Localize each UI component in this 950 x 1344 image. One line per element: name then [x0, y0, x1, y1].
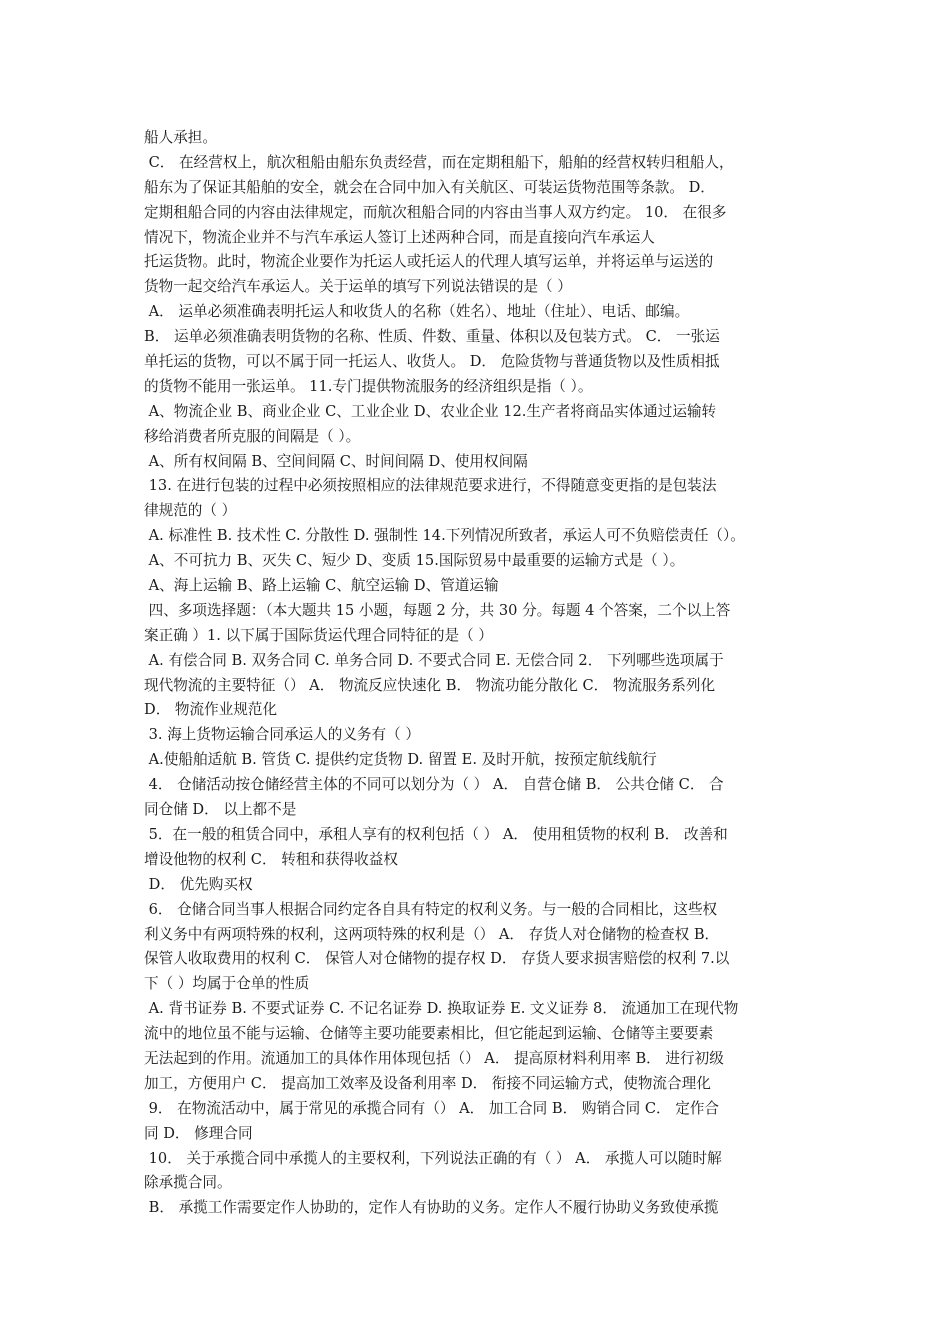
text-line: B． 承揽工作需要定作人协助的，定作人有协助的义务。定作人不履行协助义务致使承揽	[144, 1199, 719, 1217]
text-line: 9． 在物流活动中，属于常见的承揽合同有（） A． 加工合同 B． 购销合同 C． 定作合	[144, 1099, 720, 1117]
text-line: C． 在经营权上，航次租船由船东负责经营，而在定期租船下，船舶的经营权转归租船人，	[144, 153, 734, 171]
text-line: 13. 在进行包装的过程中必须按照相应的法律规范要求进行，不得随意变更指的是包装法	[144, 477, 717, 495]
text-line: A、所有权间隔 B、空间间隔 C、时间间隔 D、使用权间隔	[144, 452, 528, 470]
text-line: 定期租船合同的内容由法律规定，而航次租船合同的内容由当事人双方约定。 10． 在很多	[144, 203, 727, 221]
text-line: A、海上运输 B、路上运输 C、航空运输 D、管道运输	[144, 577, 499, 595]
text-line: 流中的地位虽不能与运输、仓储等主要功能要素相比，但它能起到运输、仓储等主要要素	[144, 1025, 714, 1043]
text-line: 现代物流的主要特征（） A． 物流反应快速化 B． 物流功能分散化 C． 物流服务系列化	[144, 676, 716, 694]
text-line: 5．在一般的租赁合同中，承租人享有的权利包括（ ） A． 使用租赁物的权利 B． 改善和	[144, 825, 728, 843]
text-line: 同仓储 D． 以上都不是	[144, 801, 297, 819]
text-line: D． 优先购买权	[144, 875, 253, 893]
text-line: D． 物流作业规范化	[144, 701, 278, 719]
text-line: 4． 仓储活动按仓储经营主体的不同可以划分为（ ） A． 自营仓储 B． 公共仓储 C． 合	[144, 776, 724, 794]
text-line: 案正确 ）1. 以下属于国际货运代理合同特征的是（ ）	[144, 626, 493, 644]
text-line: B． 运单必须准确表明货物的名称、性质、件数、重量、体积以及包装方式。 C． 一张运	[144, 328, 720, 346]
text-line: A.使船舶适航 B. 管货 C. 提供约定货物 D. 留置 E. 及时开航，按预定航线航行	[144, 751, 657, 769]
text-line: 单托运的货物，可以不属于同一托运人、收货人。 D． 危险货物与普通货物以及性质相抵	[144, 353, 720, 371]
text-line: 10． 关于承揽合同中承揽人的主要权利，下列说法正确的有（ ） A． 承揽人可以随时解	[144, 1149, 722, 1167]
text-line: 保管人收取费用的权利 C． 保管人对仓储物的提存权 D． 存货人要求损害赔偿的权利 7.以	[144, 950, 730, 968]
text-line: A． 运单必须准确表明托运人和收货人的名称（姓名）、地址（住址）、电话、邮编。	[144, 303, 690, 321]
text-line: 6． 仓储合同当事人根据合同约定各自具有特定的权利义务。与一般的合同相比，这些权	[144, 900, 718, 918]
text-line: 利义务中有两项特殊的权利，这两项特殊的权利是（） A． 存货人对仓储物的检查权 B．	[144, 925, 720, 943]
text-line: 的货物不能用一张运单。 11.专门提供物流服务的经济组织是指（ ）。	[144, 377, 593, 395]
text-line: A. 背书证券 B. 不要式证券 C. 不记名证券 D. 换取证券 E. 文义证券 8． 流通加工在现代物	[144, 1000, 739, 1018]
text-line: 船人承担。	[144, 129, 217, 146]
text-line: A、不可抗力 B、灭失 C、短少 D、变质 15.国际贸易中最重要的运输方式是（ ）。	[144, 552, 685, 570]
document-body	[144, 126, 824, 1221]
text-line: 托运货物。此时，物流企业要作为托运人或托运人的代理人填写运单，并将运单与运送的	[144, 253, 714, 271]
text-line: 加工，方便用户 C． 提高加工效率及设备利用率 D． 衔接不同运输方式，使物流合理化	[144, 1074, 711, 1092]
text-line: 律规范的（ ）	[144, 502, 237, 520]
text-line: 情况下，物流企业并不与汽车承运人签订上述两种合同，而是直接向汽车承运人	[144, 228, 655, 246]
text-line: A. 有偿合同 B. 双务合同 C. 单务合同 D. 不要式合同 E. 无偿合同 2． 下列哪些选项属于	[144, 651, 724, 669]
text-line: 下（ ）均属于仓单的性质	[144, 975, 310, 993]
text-line: 同 D． 修理合同	[144, 1124, 253, 1142]
text-line: 船东为了保证其船舶的安全，就会在合同中加入有关航区、可装运货物范围等条款。 D．	[144, 178, 715, 196]
text-line: 3. 海上货物运输合同承运人的义务有（ ）	[144, 726, 420, 744]
text-line: 货物一起交给汽车承运人。关于运单的填写下列说法错误的是（ ）	[144, 278, 572, 296]
text-line: A. 标准性 B. 技术性 C. 分散性 D. 强制性 14.下列情况所致者，承运人可不负赔偿责任（）。	[144, 527, 745, 545]
text-line: 增设他物的权利 C． 转租和获得收益权	[144, 850, 398, 868]
text-line: 四、多项选择题：（本大题共 15 小题，每题 2 分，共 30 分。每题 4 个答案，二个以上答	[144, 601, 731, 619]
text-line: 移给消费者所克服的间隔是（ ）。	[144, 427, 361, 445]
text-line: 除承揽合同。	[144, 1174, 232, 1192]
text-line: 无法起到的作用。流通加工的具体作用体现包括（） A． 提高原材料利用率 B． 进行初级	[144, 1049, 724, 1067]
text-line: A、物流企业 B、商业企业 C、工业企业 D、农业企业 12.生产者将商品实体通过运输转	[144, 402, 717, 420]
